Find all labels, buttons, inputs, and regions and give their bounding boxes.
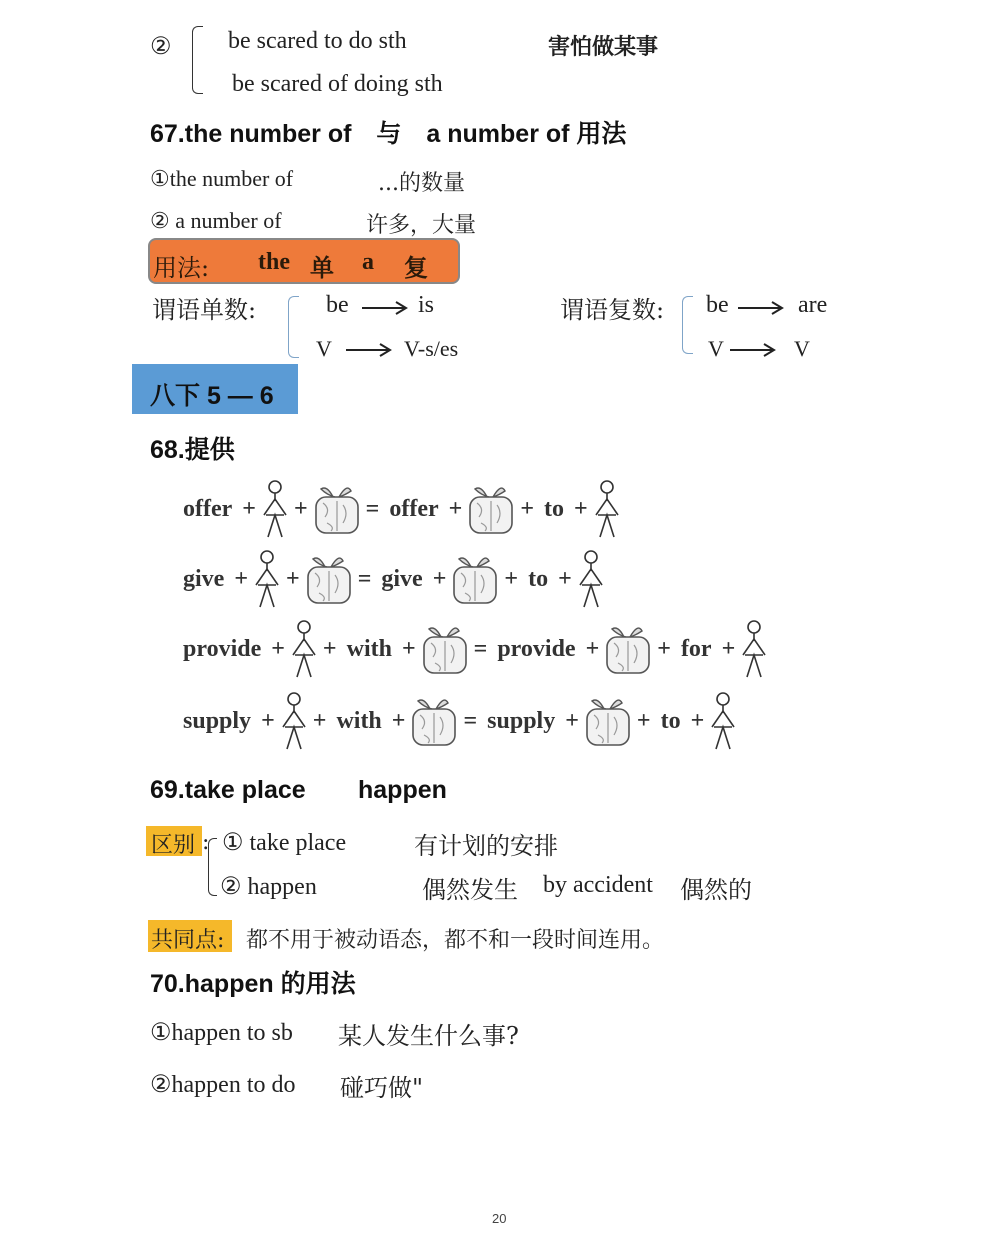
person-icon	[593, 479, 621, 539]
number-of-meaning-2: 许多，大量	[366, 213, 477, 238]
plus: +	[574, 495, 588, 522]
section-69-title-b: happen	[358, 776, 447, 804]
scared-meaning: 害怕做某事	[548, 34, 659, 60]
happen-meaning: 偶然发生	[422, 876, 518, 904]
plus: +	[565, 707, 579, 734]
provide-row-3	[178, 614, 768, 684]
number-of-meaning-1: ...的数量	[378, 171, 465, 196]
singular-from-2: V	[316, 336, 332, 361]
plus: +	[271, 635, 285, 662]
usage-label: 用法:	[153, 254, 210, 282]
section-69-title-a: 69.take place	[150, 776, 306, 804]
plus: +	[636, 707, 651, 734]
plus: +	[286, 565, 300, 592]
gift-icon	[467, 483, 515, 535]
person-icon	[253, 549, 281, 609]
provide-row-1	[178, 474, 621, 544]
plus: +	[585, 635, 600, 662]
person-icon	[290, 619, 318, 679]
plural-brace	[682, 296, 693, 354]
number-of-item-1: ①the number of	[150, 166, 294, 191]
singular-brace	[288, 296, 299, 358]
arrow-icon	[344, 342, 392, 358]
take-place-meaning: 有计划的安排	[414, 832, 558, 860]
arrow-icon	[360, 300, 408, 316]
happen-to-do: ②happen to do	[150, 1072, 296, 1098]
person-icon	[261, 479, 289, 539]
page-number: 20	[492, 1211, 507, 1226]
eq-verb: offer	[389, 495, 439, 522]
verb: offer	[183, 495, 233, 522]
person-icon	[740, 619, 768, 679]
section-70-title: 70.happen 的用法	[150, 970, 356, 998]
eq-verb: provide	[497, 635, 576, 662]
mid: with	[346, 635, 392, 662]
plus: +	[401, 635, 416, 662]
gift-icon	[313, 483, 361, 535]
scared-line-2: be scared of doing sth	[232, 71, 443, 97]
plus: +	[391, 707, 406, 734]
diff-colon: :	[202, 830, 210, 855]
gift-icon	[451, 553, 499, 605]
take-place-item: ① take place	[222, 830, 347, 856]
happen-to-sb-meaning: 某人发生什么事?	[338, 1022, 519, 1050]
singular-from-1: be	[326, 292, 349, 318]
by-accident-meaning: 偶然的	[680, 876, 752, 904]
plus: +	[448, 495, 463, 522]
gift-icon	[421, 623, 469, 675]
plus: +	[432, 565, 447, 592]
person-icon	[280, 691, 308, 751]
prep: for	[680, 635, 712, 662]
verb: supply	[183, 707, 252, 734]
common-label: 共同点:	[151, 928, 225, 953]
plus: +	[504, 565, 519, 592]
person-icon	[577, 549, 605, 609]
verb: provide	[183, 635, 262, 662]
arrow-icon	[736, 300, 784, 316]
equals: =	[473, 635, 488, 662]
gift-icon	[305, 553, 353, 605]
section-67-title: 67.the number of 与 a number of 用法	[150, 120, 627, 148]
plural-label: 谓语复数:	[560, 296, 665, 324]
person-icon	[709, 691, 737, 751]
usage-the: the	[258, 249, 290, 275]
prep: to	[660, 707, 681, 734]
eq-verb: supply	[487, 707, 556, 734]
plural-from-2: V	[708, 336, 724, 361]
section-68-title: 68.提供	[150, 436, 235, 464]
plural-from-1: be	[706, 292, 729, 318]
singular-to-2: V-s/es	[404, 336, 459, 361]
plus: +	[520, 495, 535, 522]
usage-plural: 复	[404, 253, 428, 282]
plus: +	[322, 635, 337, 662]
provide-row-2	[178, 544, 605, 614]
plus: +	[558, 565, 572, 592]
gift-icon	[604, 623, 652, 675]
plus: +	[293, 495, 308, 522]
prep: to	[528, 565, 549, 592]
scared-line-1: be scared to do sth	[228, 28, 407, 54]
number-of-item-2: ② a number of	[150, 208, 282, 233]
prep: to	[544, 495, 565, 522]
eq-verb: give	[381, 565, 423, 592]
singular-to-1: is	[418, 292, 435, 318]
plus: +	[234, 565, 249, 592]
plural-to-2: V	[794, 336, 810, 361]
mid: with	[336, 707, 382, 734]
gift-icon	[584, 695, 632, 747]
arrow-icon	[728, 342, 776, 358]
equals: =	[365, 495, 380, 522]
diff-brace	[208, 838, 217, 896]
unit-label: 八下 5 — 6	[150, 382, 274, 410]
plus: +	[721, 635, 736, 662]
happen-to-sb: ①happen to sb	[150, 1020, 293, 1046]
plus: +	[657, 635, 671, 662]
happen-to-do-meaning: 碰巧做"	[340, 1074, 424, 1102]
provide-row-4	[178, 686, 737, 756]
gift-icon	[410, 695, 458, 747]
common-text: 都不用于被动语态，都不和一段时间连用。	[246, 928, 665, 953]
singular-label: 谓语单数:	[152, 296, 257, 324]
equals: =	[357, 565, 372, 592]
plus: +	[261, 707, 275, 734]
plus: +	[690, 707, 705, 734]
equals: =	[463, 707, 478, 734]
plural-to-1: are	[798, 292, 828, 318]
plus: +	[242, 495, 256, 522]
circled-number-2: ②	[150, 34, 172, 60]
verb: give	[183, 565, 225, 592]
brace	[192, 26, 203, 94]
happen-item: ② happen	[220, 874, 317, 900]
usage-a: a	[362, 249, 374, 275]
diff-label: 区别	[151, 833, 196, 858]
usage-single: 单	[310, 253, 334, 282]
plus: +	[312, 707, 327, 734]
by-accident: by accident	[543, 872, 653, 898]
